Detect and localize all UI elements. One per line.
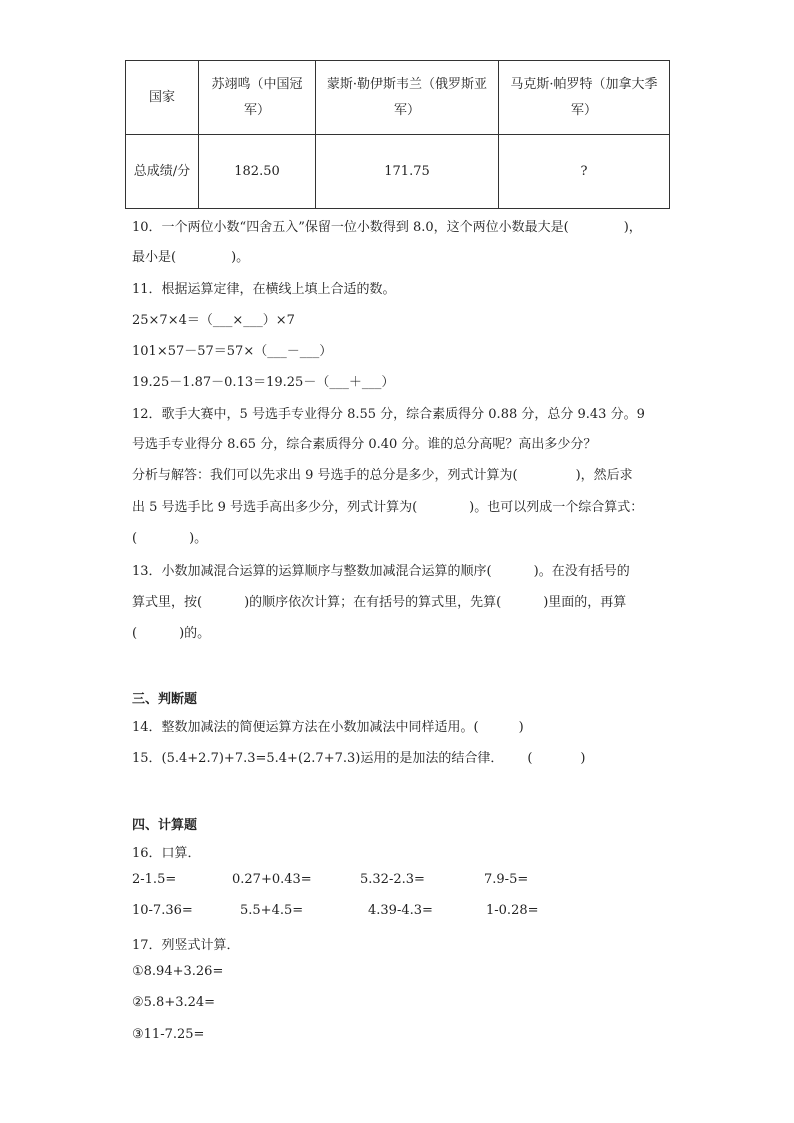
question-11-eq-1: 25×7×4＝（___×___）×7: [132, 313, 295, 328]
oral-calc-item: 7.9-5=: [484, 872, 529, 887]
table-header-cell: 蒙斯·勒伊斯韦兰（俄罗斯亚军）: [316, 61, 499, 135]
table-cell: 182.50: [199, 135, 316, 209]
question-12-line-1: 12．歌手大赛中，5 号选手专业得分 8.55 分，综合素质得分 0.88 分，总分 9.43 分。9: [132, 407, 645, 422]
q10-text-end: )。: [231, 250, 250, 265]
q12-text: 分析与解答：我们可以先求出 9 号选手的总分是多少，列式计算为(: [132, 468, 518, 483]
question-17-title: 17．列竖式计算．: [132, 938, 240, 953]
q15-text: 15．(5.4+2.7)+7.3=5.4+(2.7+7.3)运用的是加法的结合律．: [132, 751, 504, 766]
oral-calc-item: 1-0.28=: [486, 903, 539, 918]
q13-text: (: [132, 626, 138, 641]
q12-text-end: )。也可以列成一个综合算式：: [469, 500, 644, 515]
question-14: [132, 716, 524, 735]
table-cell: 171.75: [316, 135, 499, 209]
question-13-line-1: [132, 560, 630, 579]
q13-text-end: )里面的，再算: [543, 595, 627, 610]
question-12-line-3: [132, 464, 633, 483]
vertical-calc-item: ②5.8+3.24=: [132, 995, 216, 1010]
question-12-line-5: [132, 527, 207, 546]
table-row-label: 总成绩/分: [126, 135, 199, 209]
table-header-cell: 苏翊鸣（中国冠军）: [199, 61, 316, 135]
q12-text-end: )。: [189, 531, 208, 546]
question-10-line-2: [132, 246, 249, 265]
table-row: [126, 135, 670, 209]
q10-text-end: )，: [623, 220, 642, 235]
q14-text: 14．整数加减法的简便运算方法在小数加减法中同样适用。(: [132, 720, 479, 735]
oral-calc-item: 5.32-2.3=: [360, 872, 425, 887]
vertical-calc-item: ③11-7.25=: [132, 1027, 205, 1042]
q14-text-end: ): [518, 720, 524, 735]
question-11-eq-2: 101×57－57＝57×（___－___）: [132, 344, 333, 359]
q10-text: 最小是(: [132, 250, 177, 265]
q13-text-end: )。在没有括号的: [533, 564, 630, 579]
question-10-line-1: [132, 216, 642, 235]
table-header-cell: 国家: [126, 61, 199, 135]
q13-text: 13．小数加减混合运算的运算顺序与整数加减混合运算的顺序(: [132, 564, 492, 579]
q13-text: )的顺序依次计算；在有括号的算式里，先算(: [244, 595, 502, 610]
table-cell: ?: [499, 135, 670, 209]
q13-text-end: )的。: [179, 626, 211, 641]
oral-calc-item: 5.5+4.5=: [240, 903, 304, 918]
table-header-row: [126, 61, 670, 135]
question-13-line-3: [132, 622, 210, 641]
question-11-eq-3: 19.25－1.87－0.13＝19.25－（___＋___）: [132, 375, 395, 390]
question-12-line-2: 号选手专业得分 8.65 分，综合素质得分 0.40 分。谁的总分高呢？高出多少分？: [132, 437, 597, 452]
oral-calc-item: 0.27+0.43=: [232, 872, 312, 887]
q10-text: 10．一个两位小数“四舍五入”保留一位小数得到 8.0，这个两位小数最大是(: [132, 220, 569, 235]
q12-text: (: [132, 531, 138, 546]
q12-text: 出 5 号选手比 9 号选手高出多少分，列式计算为(: [132, 500, 418, 515]
q13-text: 算式里，按(: [132, 595, 203, 610]
question-13-line-2: [132, 591, 626, 610]
section-calculation-heading: 四、计算题: [132, 818, 198, 833]
vertical-calc-item: ①8.94+3.26=: [132, 964, 224, 979]
question-11-title: 11．根据运算定律，在横线上填上合适的数。: [132, 282, 396, 297]
question-15: [132, 747, 586, 766]
table-header-cell: 马克斯·帕罗特（加拿大季军）: [499, 61, 670, 135]
q15-paren: (: [527, 751, 533, 766]
question-16-title: 16．口算．: [132, 846, 201, 861]
q12-text-end: )，然后求: [575, 468, 633, 483]
q15-text-end: ): [580, 751, 586, 766]
oral-calc-item: 2-1.5=: [132, 872, 177, 887]
oral-calc-item: 4.39-4.3=: [368, 903, 433, 918]
question-12-line-4: [132, 496, 643, 515]
oral-calc-item: 10-7.36=: [132, 903, 193, 918]
score-table: [125, 60, 670, 209]
section-judgement-heading: 三、判断题: [132, 692, 198, 707]
